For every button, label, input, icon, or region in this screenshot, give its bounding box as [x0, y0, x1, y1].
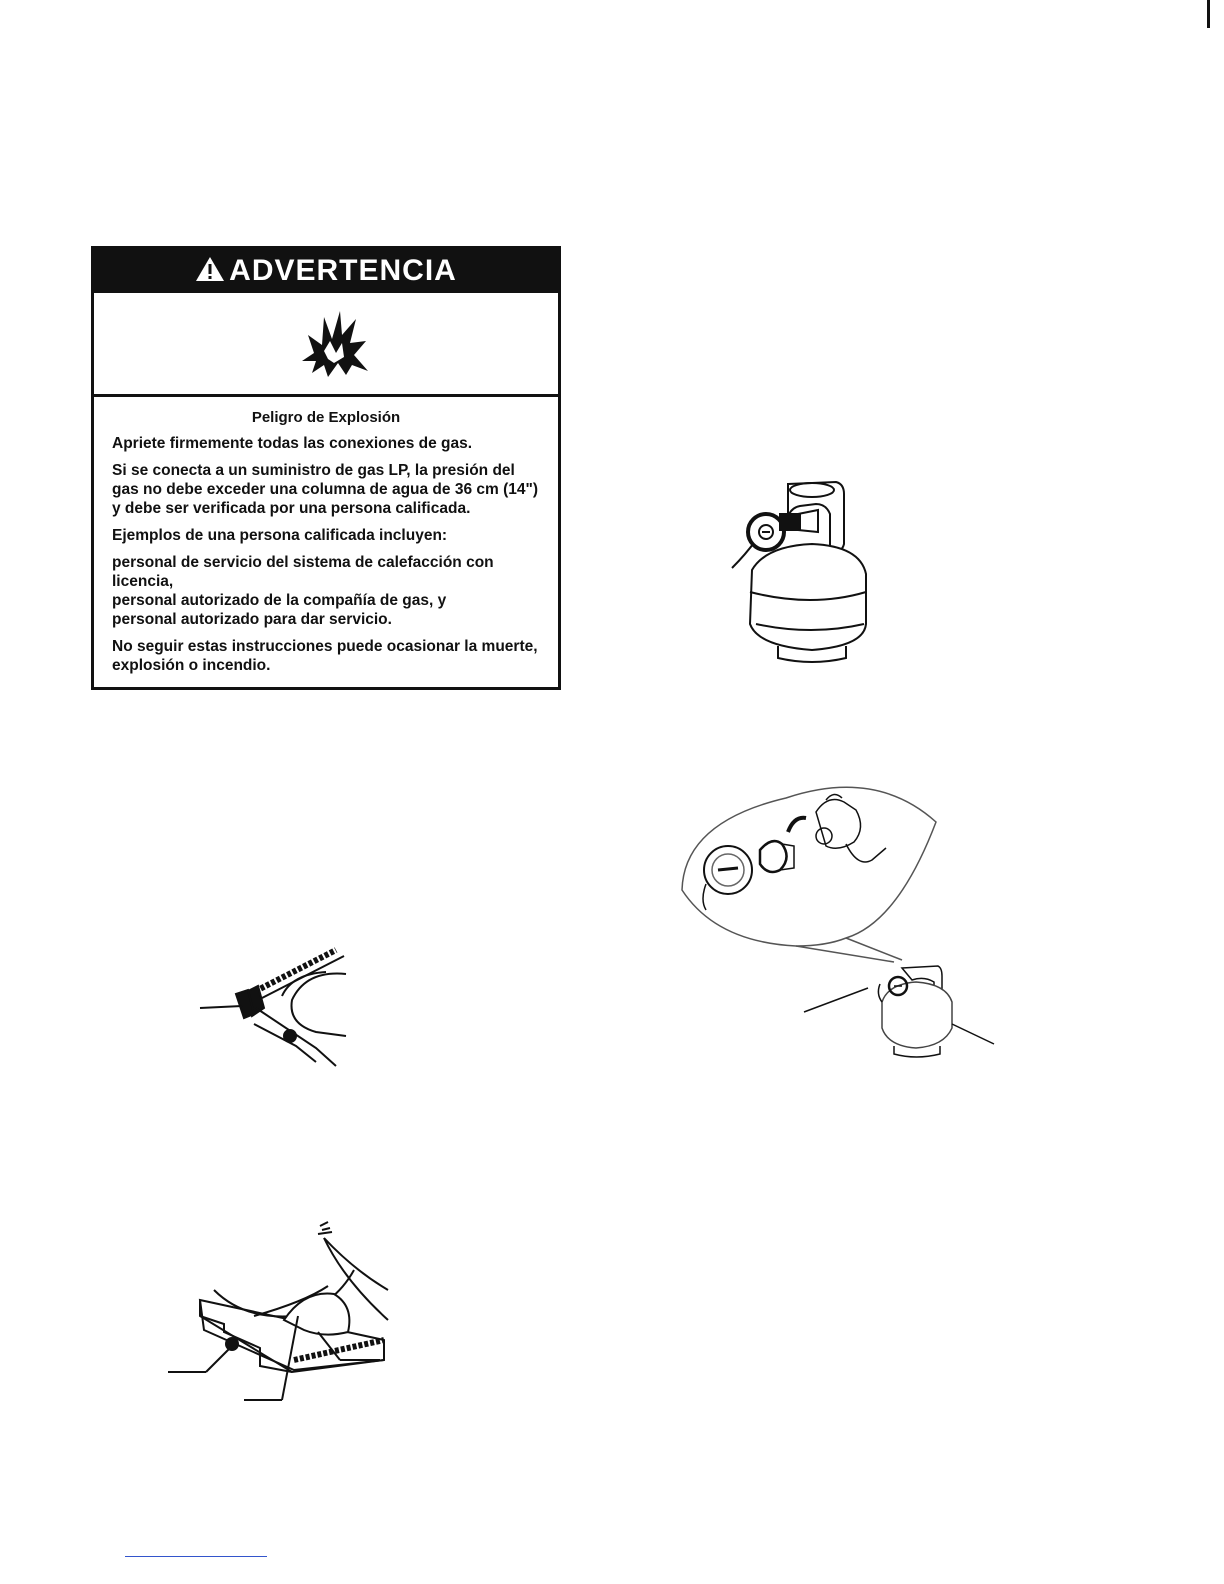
footer-link-rule	[125, 1556, 267, 1557]
warning-title: ADVERTENCIA	[229, 254, 457, 287]
regulator-connection-illustration	[676, 772, 1002, 1058]
warning-body	[94, 397, 558, 675]
warning-box	[91, 246, 561, 690]
warning-line-4a: personal de servicio del sistema de calefacción con licencia,	[112, 554, 494, 590]
warning-line-4b: personal autorizado de la compañía de gas, y	[112, 592, 447, 609]
warning-line-4c: personal autorizado para dar servicio.	[112, 611, 392, 628]
warning-line-5: No seguir estas instrucciones puede ocasionar la muerte, explosión o incendio.	[112, 638, 538, 674]
propane-tank-illustration	[726, 474, 896, 674]
warning-line-1: Apriete firmemente todas las conexiones de gas.	[112, 435, 473, 452]
burner-valve-illustration	[196, 944, 368, 1074]
page-edge-rule	[1207, 0, 1210, 28]
warning-header	[94, 249, 558, 293]
hazard-icon-zone	[94, 293, 558, 397]
warning-line-3: Ejemplos de una persona calificada incluyen:	[112, 527, 448, 544]
explosion-icon	[294, 301, 374, 385]
warning-subtitle: Peligro de Explosión	[251, 409, 401, 426]
warning-triangle-icon	[195, 256, 225, 287]
burner-base-illustration	[164, 1220, 394, 1410]
warning-line-2: Si se conecta a un suministro de gas LP, la presión del gas no debe exceder una columna de agua de 36 cm (14") y debe ser verificada por una persona calificada.	[112, 462, 538, 517]
